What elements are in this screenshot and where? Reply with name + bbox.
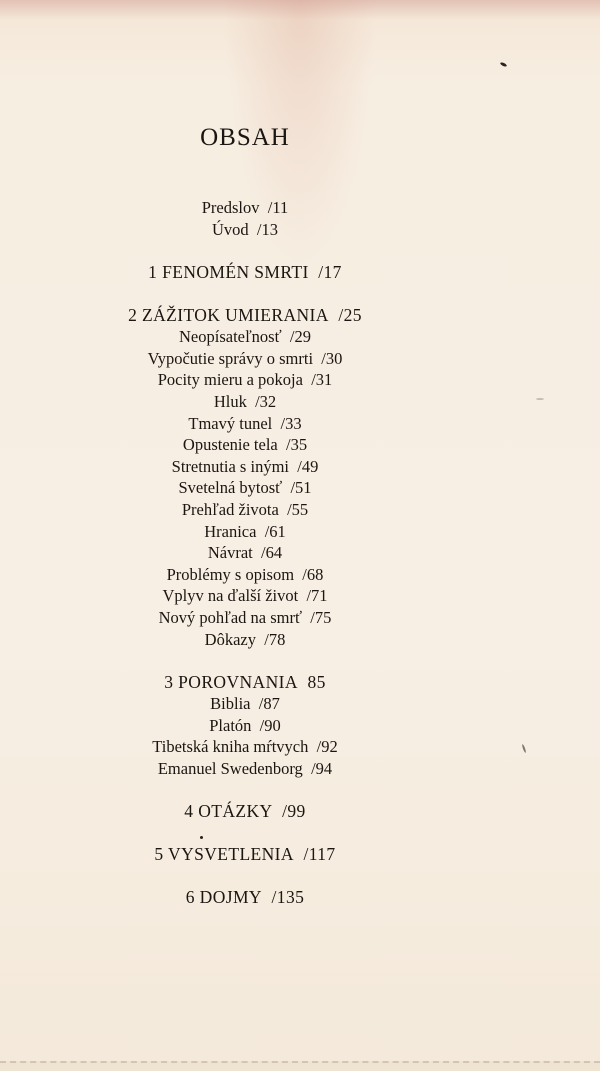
toc-spacer [0, 650, 490, 671]
section-page-number: /51 [290, 478, 312, 498]
chapter-number: 5 [154, 844, 164, 865]
section-page-number: /32 [255, 391, 277, 411]
chapter-title: POROVNANIA [178, 672, 298, 693]
section-title: Tmavý tunel [188, 413, 273, 433]
toc-section-entry [0, 521, 490, 543]
toc-section-entry [0, 477, 490, 499]
dust-speck [500, 62, 508, 68]
section-page-number: /49 [297, 456, 319, 476]
toc-section-entry [0, 499, 490, 521]
chapter-number: 4 [184, 801, 194, 822]
section-page-number: /92 [316, 737, 338, 757]
toc-spacer [0, 779, 490, 800]
section-title: Prehľad života [181, 499, 279, 519]
chapter-number: 6 [185, 887, 195, 908]
section-page-number: /78 [264, 629, 286, 649]
section-page-number: /90 [259, 715, 281, 735]
entry-title: Úvod [211, 219, 249, 239]
section-page-number: /29 [289, 327, 311, 347]
section-page-number: /94 [311, 758, 333, 778]
section-page-number: /35 [286, 435, 308, 455]
section-title: Vplyv na ďalší život [162, 586, 299, 606]
chapter-page-number: 85 [307, 672, 326, 693]
chapter-page-number: /17 [318, 262, 342, 283]
section-page-number: /61 [264, 521, 286, 541]
toc-section-entry [0, 391, 490, 413]
section-page-number: /87 [258, 694, 280, 714]
section-title: Pocity mieru a pokoja [157, 370, 303, 390]
toc-spacer [0, 240, 490, 261]
section-page-number: /68 [302, 564, 324, 584]
section-title: Tibetská kniha mŕtvych [152, 737, 309, 757]
section-page-number: /31 [311, 370, 333, 390]
chapter-number: 1 [148, 262, 158, 283]
chapter-page-number: /99 [282, 801, 306, 822]
toc-section-entry [0, 629, 490, 651]
chapter-title: ZÁŽITOK UMIERANIA [142, 305, 329, 326]
section-title: Stretnutia s inými [171, 456, 289, 476]
chapter-title: DOJMY [199, 887, 262, 908]
section-title: Emanuel Swedenborg [157, 758, 303, 778]
chapter-number: 2 [128, 305, 138, 326]
toc-section-entry [0, 542, 490, 564]
section-title: Problémy s opisom [166, 564, 295, 584]
page-bottom-edge [0, 1061, 600, 1071]
toc-front-matter-entry [0, 197, 490, 219]
section-title: Návrat [207, 543, 253, 563]
toc-section-entry [0, 413, 490, 435]
toc-chapter-heading [0, 800, 490, 822]
toc-section-entry [0, 736, 490, 758]
toc-chapter-heading [0, 671, 490, 693]
chapter-page-number: /117 [303, 844, 336, 865]
toc-section-entry [0, 456, 490, 478]
toc-chapter-heading [0, 886, 490, 908]
toc-section-entry [0, 715, 490, 737]
section-page-number: /71 [306, 586, 328, 606]
section-title: Hluk [213, 391, 247, 411]
entry-title: Predslov [201, 198, 260, 217]
toc-section-entry [0, 326, 490, 348]
chapter-number: 3 [164, 672, 174, 693]
section-title: Hranica [204, 521, 257, 541]
section-title: Neopísateľnosť [179, 327, 282, 347]
toc-spacer [0, 822, 490, 843]
toc-front-matter-entry [0, 219, 490, 241]
chapter-title: FENOMÉN SMRTI [162, 262, 309, 283]
toc-spacer [0, 865, 490, 886]
toc-section-entry [0, 564, 490, 586]
section-title: Biblia [210, 694, 251, 714]
dust-speck [536, 398, 544, 400]
toc-section-entry [0, 607, 490, 629]
toc-section-entry [0, 369, 490, 391]
entry-page-number: /11 [267, 198, 289, 217]
section-title: Platón [209, 715, 252, 735]
toc-section-entry [0, 348, 490, 370]
page-top-edge [0, 0, 600, 20]
toc-chapter-heading [0, 304, 490, 326]
section-page-number: /64 [261, 543, 283, 563]
section-title: Opustenie tela [182, 435, 278, 455]
chapter-page-number: /135 [271, 887, 305, 908]
section-page-number: /75 [310, 607, 332, 627]
toc-section-entry [0, 434, 490, 456]
entry-page-number: /13 [256, 219, 278, 239]
chapter-title: VYSVETLENIA [168, 844, 294, 865]
chapter-page-number: /25 [338, 305, 362, 326]
section-page-number: /33 [280, 413, 302, 433]
section-page-number: /30 [321, 348, 343, 368]
toc-section-entry [0, 758, 490, 780]
section-title: Vypočutie správy o smrti [147, 348, 314, 368]
table-of-contents [0, 197, 490, 908]
toc-chapter-heading [0, 843, 490, 865]
section-title: Svetelná bytosť [178, 478, 283, 498]
toc-section-entry [0, 693, 490, 715]
section-title: Nový pohľad na smrť [158, 607, 303, 627]
toc-chapter-heading [0, 261, 490, 283]
toc-section-entry [0, 585, 490, 607]
toc-spacer [0, 283, 490, 304]
section-page-number: /55 [287, 499, 309, 519]
chapter-title: OTÁZKY [198, 801, 273, 822]
dust-speck [522, 744, 527, 753]
page-title: OBSAH [200, 124, 290, 151]
section-title: Dôkazy [204, 629, 256, 649]
